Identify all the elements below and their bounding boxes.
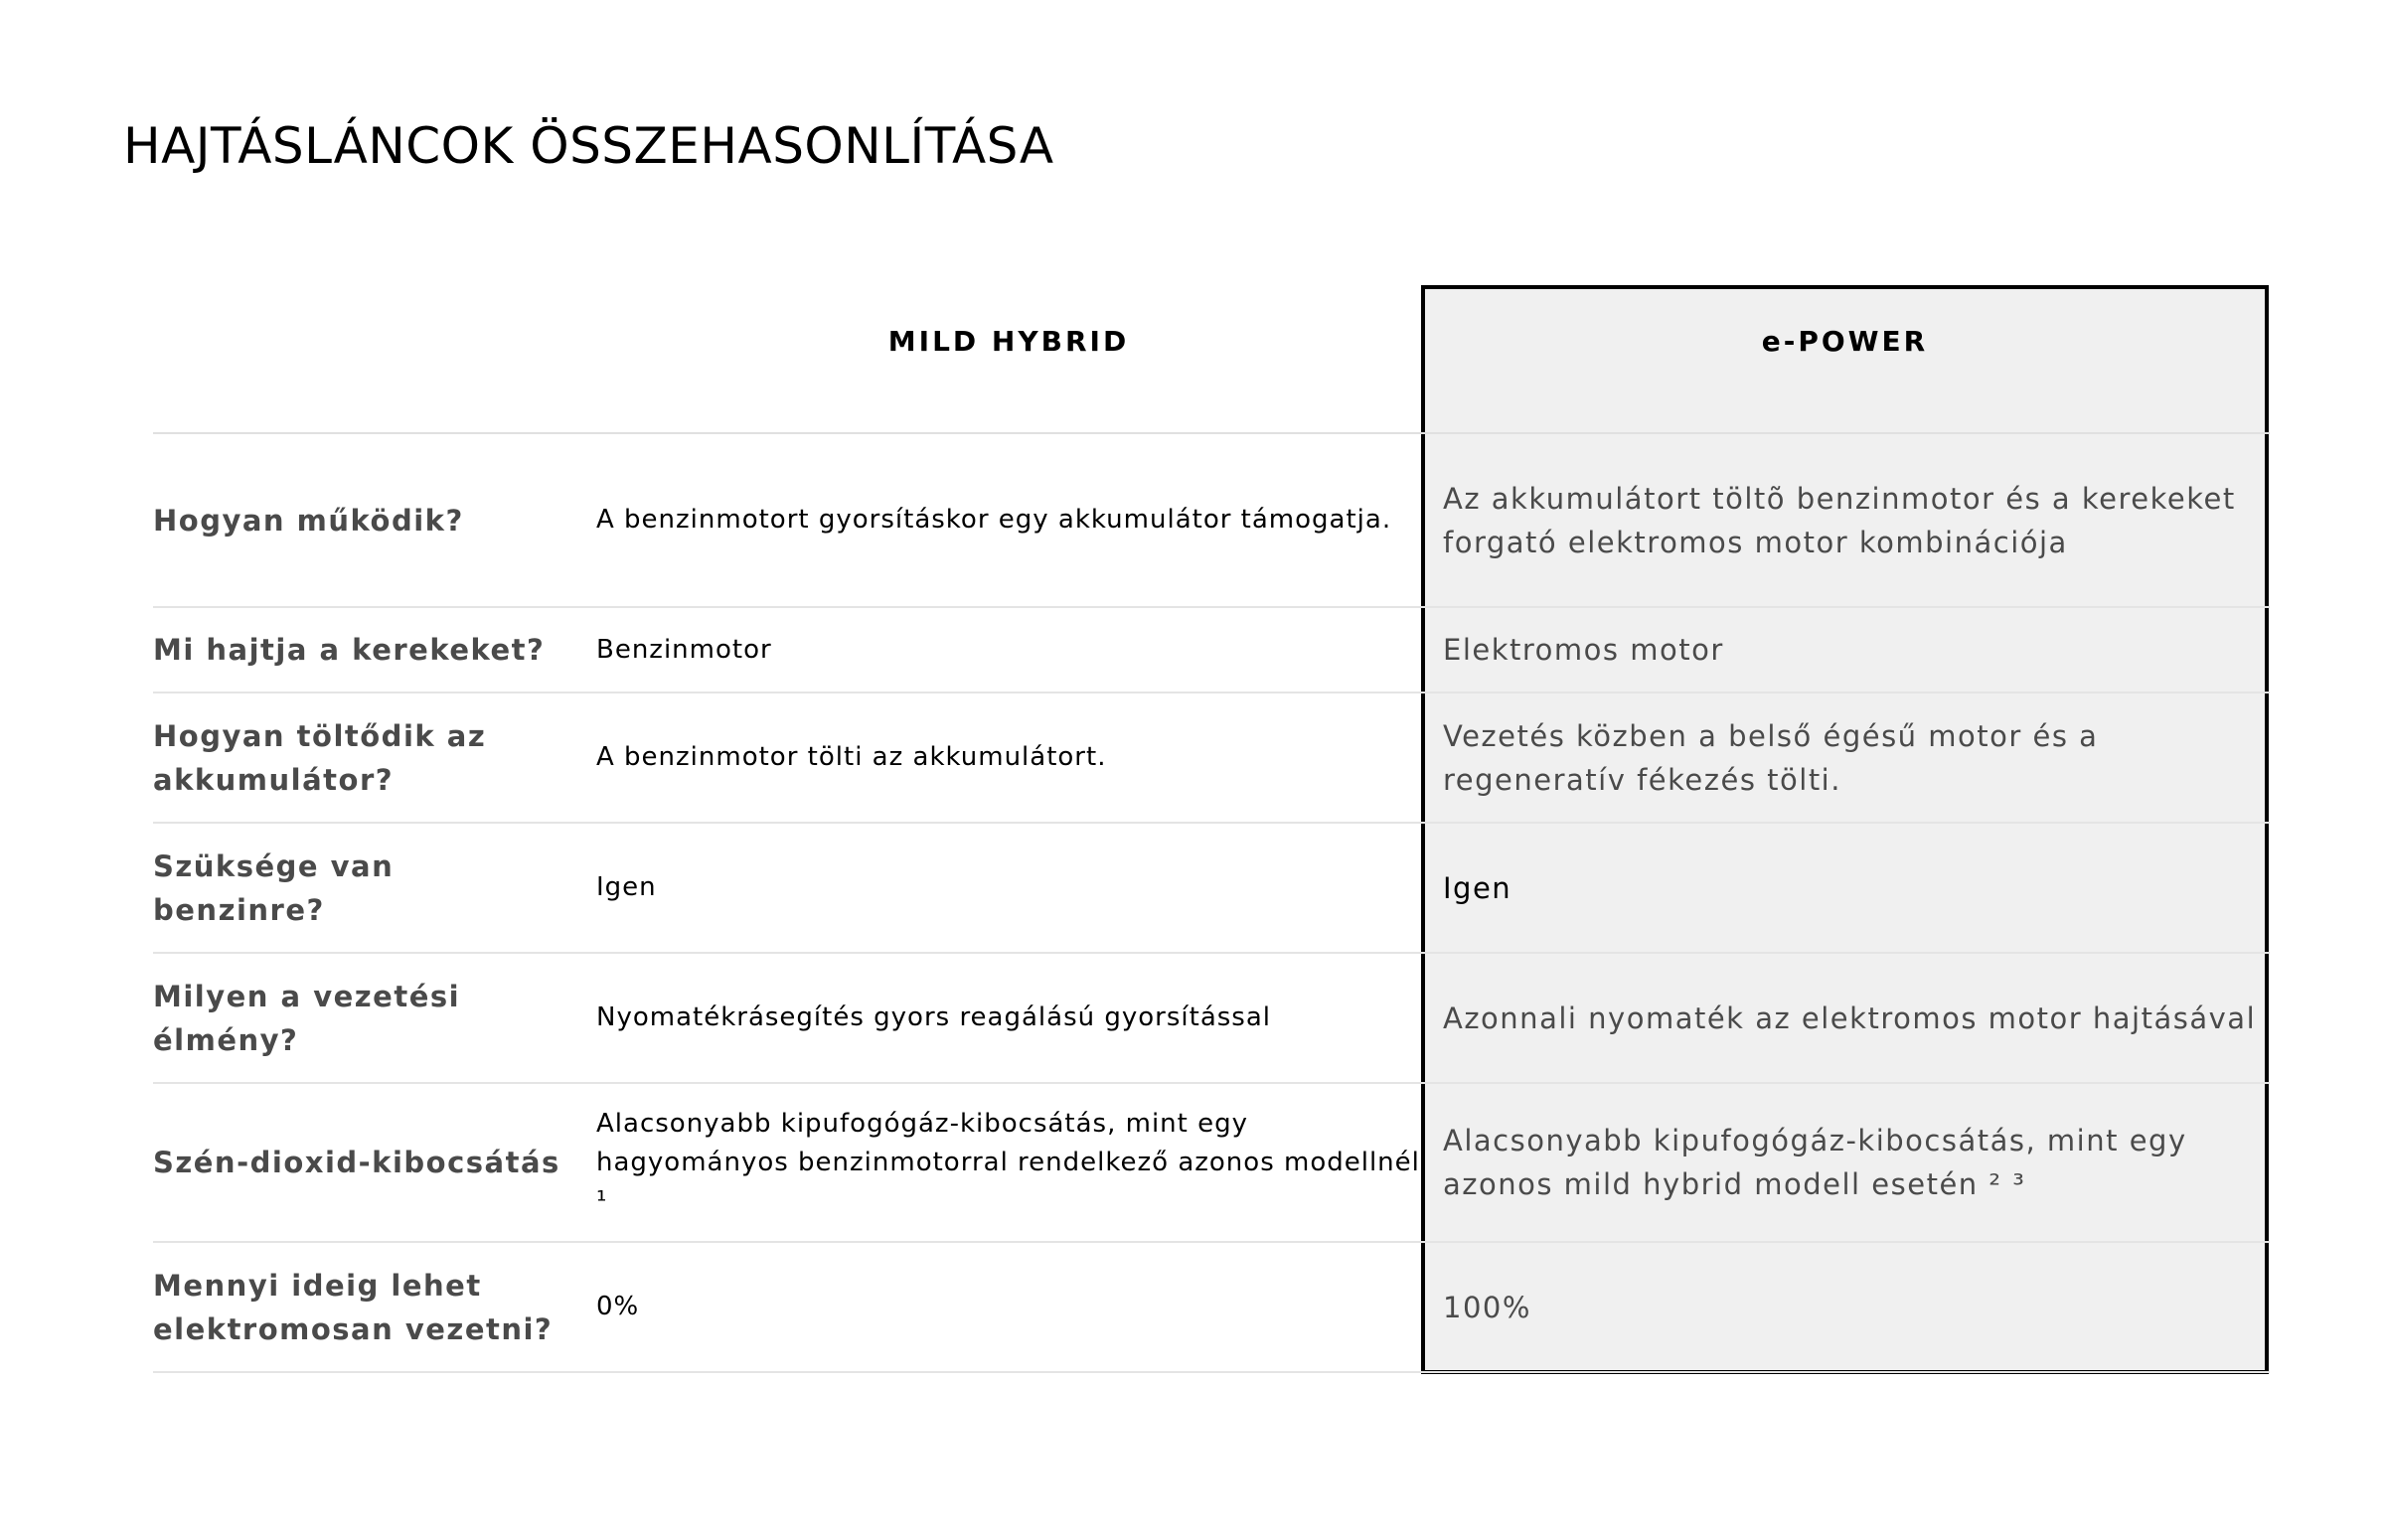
table-row	[153, 954, 2270, 1084]
epower-value: Azonnali nyomaték az elektromos motor hajtásával	[1443, 1001, 2257, 1035]
mild-hybrid-value: Benzinmotor	[596, 634, 772, 665]
table-header-row	[153, 285, 2270, 434]
row-question: Szén-dioxid-kibocsátás	[153, 1146, 560, 1179]
epower-value: Elektromos motor	[1443, 633, 1724, 667]
header-cell-mild-hybrid	[596, 285, 1421, 432]
mild-hybrid-value: Alacsonyabb kipufogógáz-kibocsátás, mint egy hagyományos benzinmotorral rendelkező azonos modellnél ¹	[596, 1108, 1420, 1216]
table-row	[153, 1243, 2270, 1373]
mild-hybrid-value: 0%	[596, 1292, 640, 1321]
table-row	[153, 608, 2270, 693]
row-question: Mennyi ideig lehet elektromosan vezetni?	[153, 1268, 554, 1346]
mild-hybrid-value: Igen	[596, 872, 657, 902]
row-question: Hogyan töltődik az akkumulátor?	[153, 718, 487, 797]
mild-hybrid-value: A benzinmotort gyorsításkor egy akkumulátor támogatja.	[596, 505, 1392, 535]
table-row	[153, 1084, 2270, 1243]
epower-value: Vezetés közben a belső égésű motor és a regeneratív fékezés tölti.	[1443, 718, 2099, 797]
header-cell-epower	[1421, 285, 2269, 432]
epower-value: Igen	[1443, 870, 1512, 905]
mild-hybrid-value: A benzinmotor tölti az akkumulátort.	[596, 742, 1107, 772]
epower-value: 100%	[1443, 1290, 1531, 1324]
row-question: Mi hajtja a kerekeket?	[153, 633, 546, 667]
epower-value: Alacsonyabb kipufogógáz-kibocsátás, mint egy azonos mild hybrid modell esetén ² ³	[1443, 1124, 2187, 1201]
table-row	[153, 824, 2270, 954]
column-header-epower: e-POWER	[1761, 325, 1929, 358]
table-row	[153, 434, 2270, 608]
mild-hybrid-value: Nyomatékrásegítés gyors reagálású gyorsítással	[596, 1002, 1272, 1032]
page-title: HAJTÁSLÁNCOK ÖSSZEHASONLÍTÁSA	[123, 117, 1054, 175]
row-question: Szüksége van benzinre?	[153, 848, 395, 927]
column-header-mild-hybrid: MILD HYBRID	[887, 325, 1130, 358]
table-row	[153, 693, 2270, 824]
epower-value: Az akkumulátort töltõ benzinmotor és a kerekeket forgató elektromos motor kombinációja	[1443, 481, 2236, 559]
row-question: Hogyan működik?	[153, 503, 464, 538]
row-question: Milyen a vezetési élmény?	[153, 979, 461, 1057]
